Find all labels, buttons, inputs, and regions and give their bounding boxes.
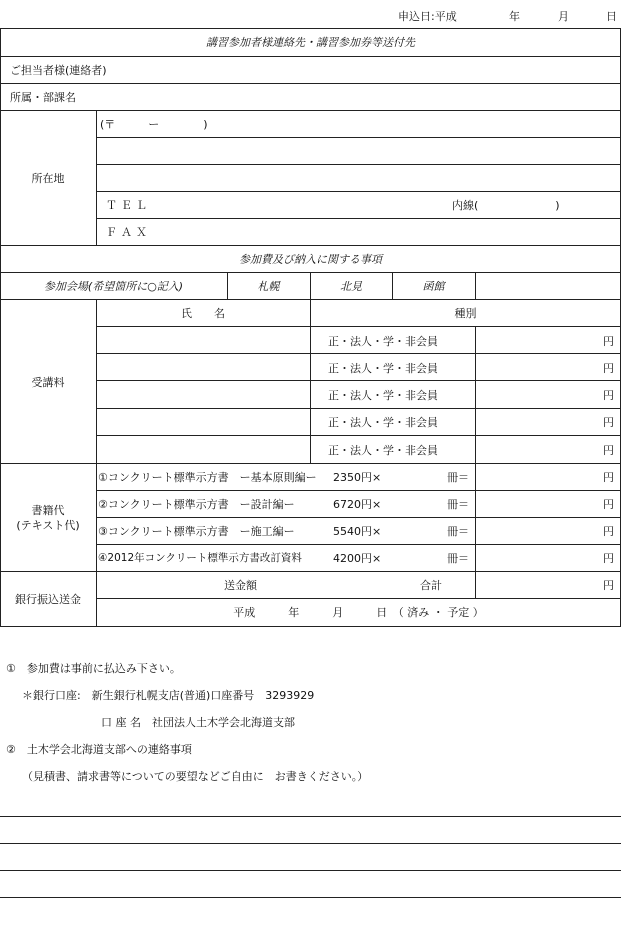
transfer-date-line: 平成 年 月 日 （ 済み ・ 予定 ） — [233, 606, 484, 619]
book-price: 4200円× — [333, 552, 382, 565]
book-title: ②コンクリート標準示方書 ー設計編ー — [98, 498, 295, 511]
section-title-fees: 参加費及び納入に関する事項 — [239, 253, 382, 266]
book-title: ③コンクリート標準示方書 ー施工編ー — [98, 525, 295, 538]
yen-unit: 円 — [603, 444, 614, 457]
venue-option-kitami[interactable]: 北見 — [340, 280, 362, 293]
date-month-label: 月 — [558, 10, 569, 23]
book-title: ④2012年コンクリート標準示方書改訂資料 — [98, 552, 302, 564]
affiliation-label: 所属・部課名 — [10, 91, 76, 104]
bank-transfer-label: 銀行振込送金 — [15, 593, 81, 606]
bank-account-info: ＊銀行口座: 新生銀行札幌支店(普通)口座番号 3293929 — [22, 689, 315, 702]
yen-unit: 円 — [603, 335, 614, 348]
tuition-label: 受講料 — [31, 376, 65, 389]
address-label: 所在地 — [31, 172, 65, 185]
yen-unit: 円 — [603, 389, 614, 402]
member-type-options[interactable]: 正・法人・学・非会員 — [328, 444, 438, 457]
account-name-info: 口 座 名 社団法人土木学会北海道支部 — [101, 716, 295, 729]
yen-unit: 円 — [603, 471, 614, 484]
member-type-options[interactable]: 正・法人・学・非会員 — [328, 362, 438, 375]
name-column-header: 氏 名 — [181, 307, 225, 320]
yen-unit: 円 — [603, 579, 614, 592]
note-2-sub: （見積書、請求書等についての要望などご自由に お書きください。） — [22, 770, 369, 783]
member-type-options[interactable]: 正・法人・学・非会員 — [328, 416, 438, 429]
section-title-contact: 講習参加者様連絡先・講習参加券等送付先 — [206, 36, 415, 49]
book-price: 6720円× — [333, 498, 382, 511]
venue-option-sapporo[interactable]: 札幌 — [257, 280, 280, 293]
book-quantity: 冊＝ — [447, 498, 469, 511]
book-title: ①コンクリート標準示方書 ー基本原則編ー — [98, 471, 317, 484]
fax-label: ＦＡＸ — [106, 226, 151, 239]
extension-label: 内線( ) — [452, 199, 560, 212]
address-line-2[interactable] — [97, 165, 620, 191]
book-price: 2350円× — [333, 471, 382, 484]
date-year-label: 年 — [509, 10, 520, 23]
yen-unit: 円 — [603, 552, 614, 565]
member-type-options[interactable]: 正・法人・学・非会員 — [328, 335, 438, 348]
total-label: 合計 — [420, 579, 442, 592]
books-label: 書籍代 — [31, 504, 65, 517]
note-1: ① 参加費は事前に払込み下さい。 — [6, 662, 181, 675]
book-quantity: 冊＝ — [447, 525, 469, 538]
book-price: 5540円× — [333, 525, 382, 538]
address-line-1[interactable] — [97, 138, 620, 164]
yen-unit: 円 — [603, 498, 614, 511]
application-date-label: 申込日:平成 — [398, 10, 457, 23]
venue-option-hakodate[interactable]: 函館 — [422, 280, 445, 293]
member-type-options[interactable]: 正・法人・学・非会員 — [328, 389, 438, 402]
date-day-label: 日 — [606, 10, 617, 23]
postal-code-field: (〒 ー ) — [100, 118, 208, 131]
note-2: ② 土木学会北海道支部への連絡事項 — [6, 743, 192, 756]
book-quantity: 冊＝ — [447, 471, 469, 484]
yen-unit: 円 — [603, 362, 614, 375]
yen-unit: 円 — [603, 416, 614, 429]
book-quantity: 冊＝ — [447, 552, 469, 565]
contact-person-label: ご担当者様(連絡者) — [10, 64, 107, 77]
amount-label: 送金額 — [224, 579, 257, 592]
tel-label: ＴＥＬ — [106, 199, 151, 212]
type-column-header: 種別 — [454, 307, 477, 320]
venue-label: 参加会場(希望箇所に○記入) — [43, 280, 184, 293]
books-sublabel: (テキスト代) — [16, 519, 80, 532]
yen-unit: 円 — [603, 525, 614, 538]
